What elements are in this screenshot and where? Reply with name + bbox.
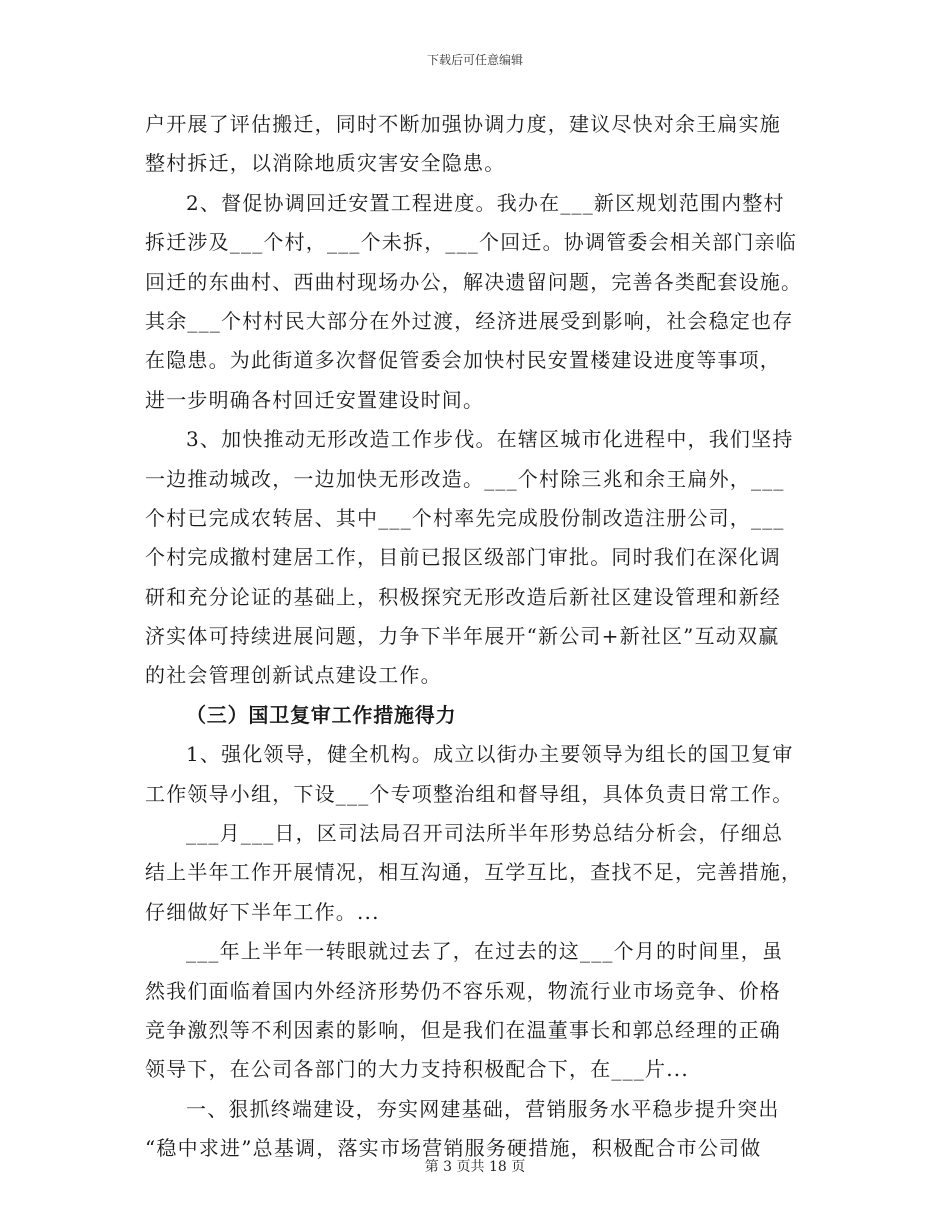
text-line: 其余___个村村民大部分在外过渡，经济进展受到影响，社会稳定也存 [145, 308, 794, 333]
text-line: 工作领导小组，下设___个专项整治组和督导组，具体负责日常工作。 [145, 781, 794, 806]
section-heading: （三）国卫复审工作措施得力 [186, 702, 457, 727]
document-body [145, 105, 810, 1169]
text-line: 进一步明确各村回迁安置建设时间。 [145, 387, 485, 412]
text-line: 3、加快推动无形改造工作步伐。在辖区城市化进程中，我们坚持 [186, 427, 794, 452]
text-line: 然我们面临着国内外经济形势仍不容乐观，物流行业市场竞争、价格 [145, 978, 781, 1003]
text-line: 拆迁涉及___个村，___个未拆，___个回迁。协调管委会相关部门亲临 [145, 230, 797, 255]
text-line: 竞争激烈等不利因素的影响，但是我们在温董事长和郭总经理的正确 [145, 1017, 781, 1042]
text-line: ___月___日，区司法局召开司法所半年形势总结分析会，仔细总 [186, 821, 784, 846]
text-line: 2、督促协调回迁安置工程进度。我办在___新区规划范围内整村 [186, 190, 785, 215]
text-line: “稳中求进”总基调，落实市场营销服务硬措施，积极配合市公司做 [145, 1136, 762, 1161]
text-line: 个村完成撤村建居工作，目前已报区级部门审批。同时我们在深化调 [145, 545, 781, 570]
text-line: 结上半年工作开展情况，相互沟通，互学互比，查找不足，完善措施， [145, 860, 803, 885]
text-line: 一边推动城改，一边加快无形改造。___个村除三兆和余王扁外，___ [145, 466, 785, 491]
text-line: 户开展了评估搬迁，同时不断加强协调力度，建议尽快对余王扁实施 [145, 112, 781, 136]
page-header: 下载后可任意编辑 [426, 53, 523, 67]
text-line: 领导下，在公司各部门的大力支持积极配合下，在___片... [145, 1057, 689, 1082]
text-line: 个村已完成农转居、其中___个村率先完成股份制改造注册公司，___ [145, 505, 785, 530]
text-line: 仔细做好下半年工作。... [145, 899, 380, 924]
text-line: 在隐患。为此街道多次督促管委会加快村民安置楼建设进度等事项， [145, 348, 781, 373]
page-footer: 第 3 页共 18 页 [424, 1159, 526, 1175]
text-line: 整村拆迁，以消除地质灾害安全隐患。 [145, 151, 506, 176]
text-line: 济实体可持续进展问题，力争下半年展开“新公司+新社区”互动双赢 [145, 624, 780, 649]
text-line: 研和充分论证的基础上，积极探究无形改造后新社区建设管理和新经 [145, 584, 781, 609]
text-line: 的社会管理创新试点建设工作。 [145, 663, 442, 688]
text-line: 回迁的东曲村、西曲村现场办公，解决遗留问题，完善各类配套设施。 [145, 269, 803, 294]
text-line: ___年上半年一转眼就过去了，在过去的这___个月的时间里，虽 [186, 939, 784, 964]
text-line: 1、强化领导，健全机构。成立以街办主要领导为组长的国卫复审 [186, 742, 794, 767]
text-line: 一、狠抓终端建设，夯实网建基础，营销服务水平稳步提升突出 [186, 1096, 780, 1121]
